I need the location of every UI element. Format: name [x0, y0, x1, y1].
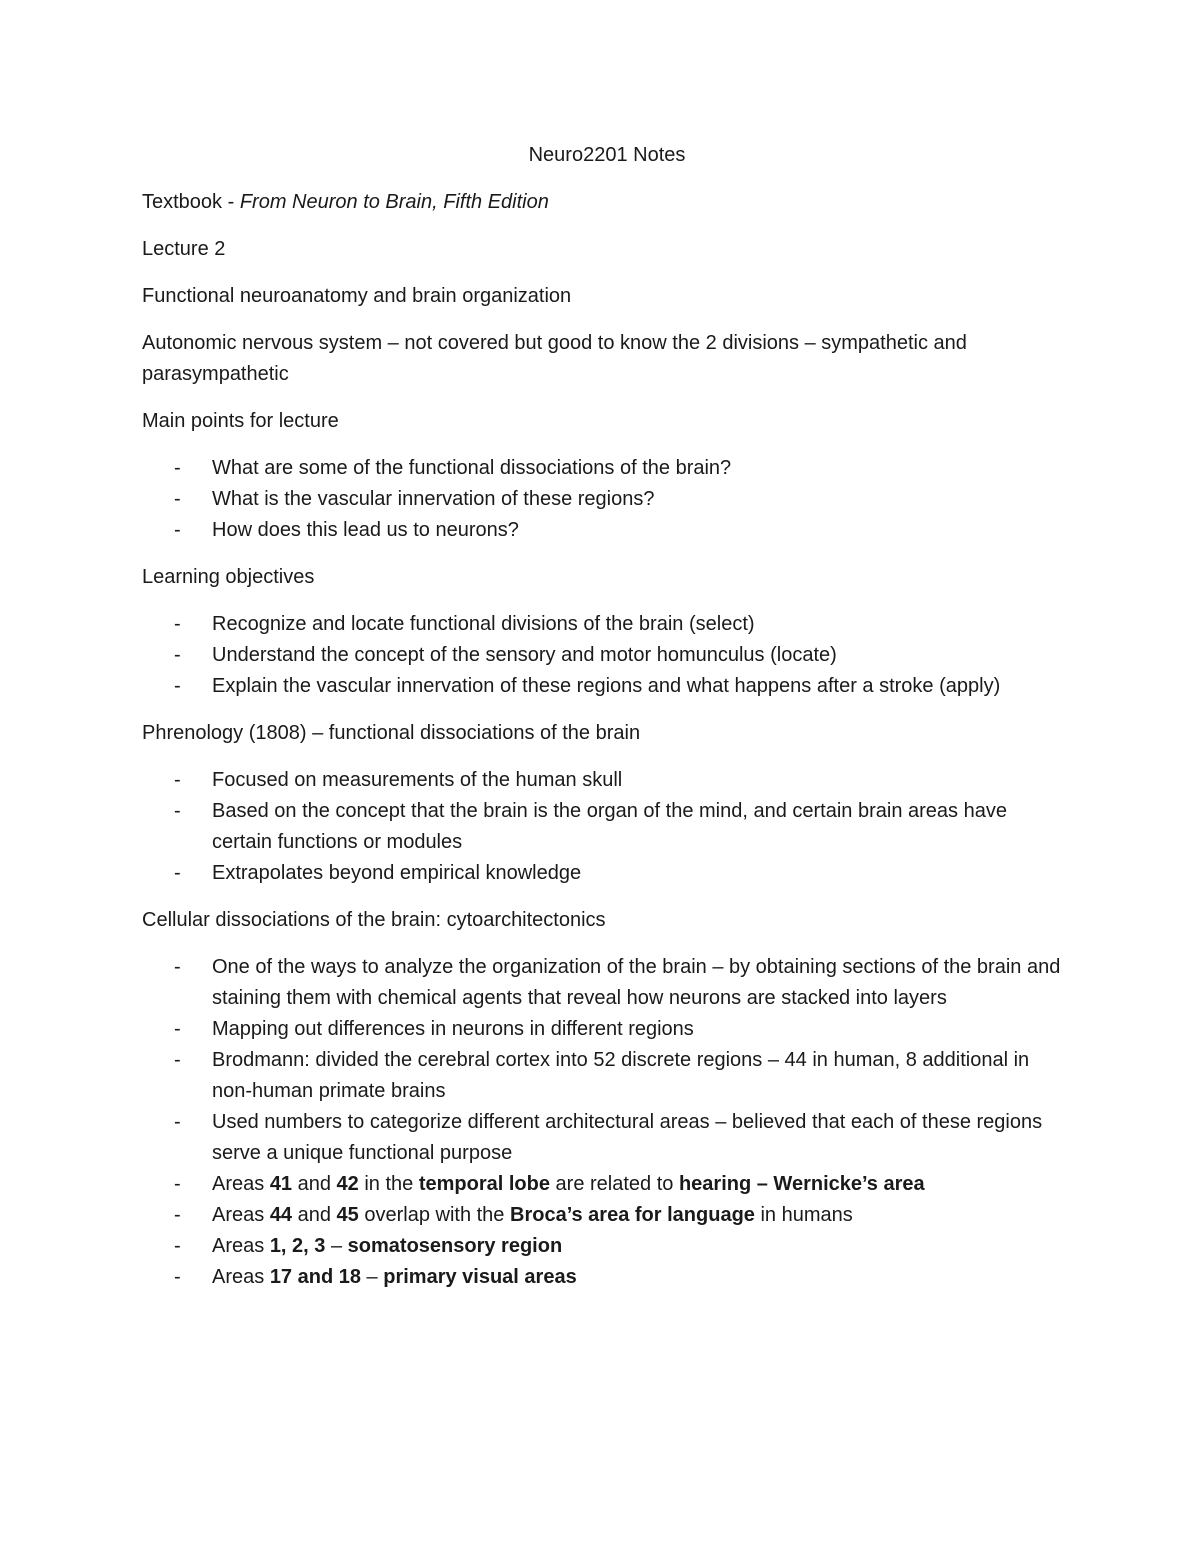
bullet-dash: - — [174, 1266, 181, 1288]
list-item — [142, 640, 1072, 671]
list-item-text: Understand the concept of the sensory and motor homunculus (locate) — [212, 644, 837, 666]
document-body — [142, 140, 1072, 1309]
bullet-dash: - — [174, 862, 181, 884]
text-run: are related to — [549, 1173, 679, 1195]
list-item-areas-17-18 — [142, 1262, 1072, 1293]
cytoarchitectonics-heading: Cellular dissociations of the brain: cytoarchitectonics — [142, 909, 606, 931]
list-item-text: Recognize and locate functional divisions of the brain (select) — [212, 613, 755, 635]
phrenology-list — [142, 765, 1072, 889]
list-item — [142, 765, 1072, 796]
list-item — [142, 515, 1072, 546]
bold-run: primary visual areas — [383, 1266, 577, 1288]
bold-run: 41 — [269, 1173, 293, 1195]
list-item — [142, 671, 1072, 702]
text-run: and — [292, 1173, 337, 1195]
bullet-dash: - — [174, 769, 181, 791]
list-item — [142, 453, 1072, 484]
list-item-text: Used numbers to categorize different architectural areas – believed that each of these regions serve a unique functional purpose — [212, 1111, 1043, 1164]
autonomic-note: Autonomic nervous system – not covered but good to know the 2 divisions – sympathetic and parasympathetic — [142, 332, 967, 385]
textbook-line — [142, 187, 1072, 218]
text-run: Areas — [212, 1266, 270, 1288]
list-item — [142, 858, 1072, 889]
text-run: – — [325, 1235, 348, 1257]
list-item-areas-1-2-3 — [142, 1231, 1072, 1262]
list-item-text: How does this lead us to neurons? — [212, 519, 519, 541]
bullet-dash: - — [174, 956, 181, 978]
text-run: in humans — [754, 1204, 853, 1226]
list-item-text: Explain the vascular innervation of these regions and what happens after a stroke (apply) — [212, 675, 1001, 697]
list-item — [142, 1014, 1072, 1045]
lecture-topic: Functional neuroanatomy and brain organization — [142, 285, 572, 307]
list-item-text: One of the ways to analyze the organization of the brain – by obtaining sections of the brain and staining them with chemical agents that reveal how neurons are stacked into layers — [212, 956, 1061, 1009]
list-item — [142, 952, 1072, 1014]
bold-run: 42 — [336, 1173, 359, 1195]
list-item-text: What are some of the functional dissociations of the brain? — [212, 457, 732, 479]
bullet-dash: - — [174, 1204, 181, 1226]
list-item-text: Mapping out differences in neurons in different regions — [212, 1018, 694, 1040]
bullet-dash: - — [174, 1173, 181, 1195]
list-item-text: Extrapolates beyond empirical knowledge — [212, 862, 582, 884]
list-item-text: Focused on measurements of the human skull — [212, 769, 623, 791]
bullet-dash: - — [174, 1111, 181, 1133]
list-item — [142, 609, 1072, 640]
textbook-label: Textbook - — [142, 191, 240, 213]
bold-run: 44 — [269, 1204, 293, 1226]
text-run: overlap with the — [358, 1204, 510, 1226]
list-item-text: Brodmann: divided the cerebral cortex into 52 discrete regions – 44 in human, 8 additional in non-human primate brains — [212, 1049, 1030, 1102]
text-run: Areas — [212, 1235, 270, 1257]
textbook-title: From Neuron to Brain, Fifth Edition — [239, 191, 549, 213]
list-item-areas-44-45 — [142, 1200, 1072, 1231]
list-item-text: Based on the concept that the brain is the organ of the mind, and certain brain areas have certain functions or modules — [212, 800, 1007, 853]
bold-run: somatosensory region — [347, 1235, 563, 1257]
bold-run: 45 — [336, 1204, 359, 1226]
text-run: Areas — [212, 1173, 270, 1195]
bullet-dash: - — [174, 644, 181, 666]
list-item-text: What is the vascular innervation of these regions? — [212, 488, 655, 510]
bullet-dash: - — [174, 519, 181, 541]
bullet-dash: - — [174, 488, 181, 510]
lecture-number: Lecture 2 — [142, 238, 226, 260]
bold-run: temporal lobe — [418, 1173, 550, 1195]
bold-run: Broca’s area for language — [510, 1204, 755, 1226]
list-item — [142, 484, 1072, 515]
list-item-areas-41-42 — [142, 1169, 1072, 1200]
document-title: Neuro2201 Notes — [528, 144, 686, 166]
main-points-heading: Main points for lecture — [142, 410, 339, 432]
bold-run: 1, 2, 3 — [269, 1235, 326, 1257]
text-run: – — [360, 1266, 384, 1288]
text-run: Areas — [212, 1204, 270, 1226]
bullet-dash: - — [174, 1235, 181, 1257]
bullet-dash: - — [174, 800, 181, 822]
bullet-dash: - — [174, 457, 181, 479]
bullet-dash: - — [174, 1018, 181, 1040]
bold-run: 17 and 18 — [269, 1266, 361, 1288]
list-item — [142, 1107, 1072, 1169]
cytoarchitectonics-list — [142, 952, 1072, 1293]
bullet-dash: - — [174, 675, 181, 697]
text-run: in the — [358, 1173, 419, 1195]
list-item — [142, 796, 1072, 858]
main-points-list — [142, 453, 1072, 546]
bullet-dash: - — [174, 1049, 181, 1071]
learning-objectives-list — [142, 609, 1072, 702]
text-run: and — [292, 1204, 337, 1226]
bold-run: hearing – Wernicke’s area — [678, 1173, 925, 1195]
list-item — [142, 1045, 1072, 1107]
bullet-dash: - — [174, 613, 181, 635]
phrenology-heading: Phrenology (1808) – functional dissociations of the brain — [142, 722, 641, 744]
learning-objectives-heading: Learning objectives — [142, 566, 315, 588]
